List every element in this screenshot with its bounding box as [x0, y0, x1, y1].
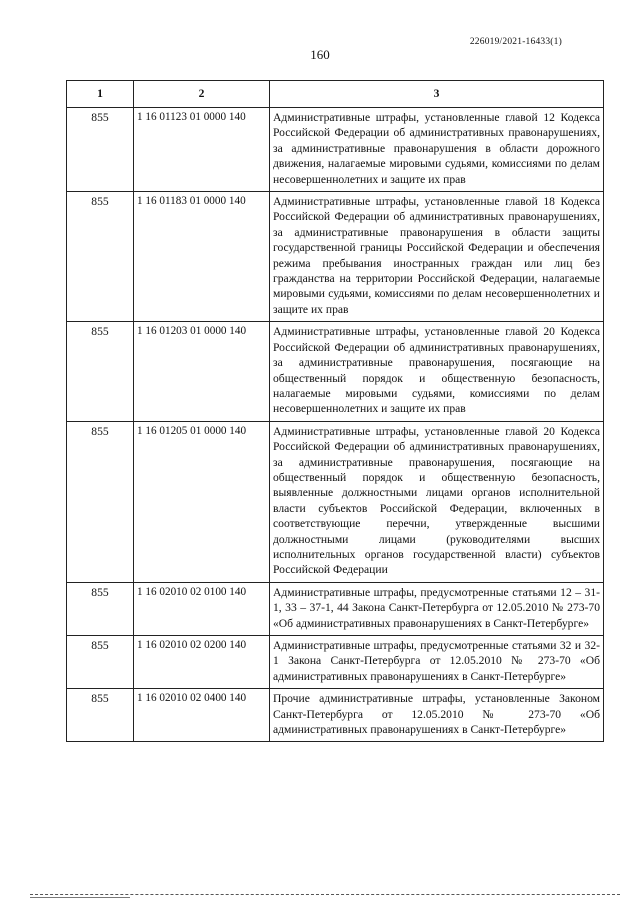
column-header-2: 2: [134, 81, 270, 108]
admin-code-cell: 855: [67, 636, 134, 689]
column-header-1: 1: [67, 81, 134, 108]
table-row: [67, 192, 604, 322]
description-cell: Административные штрафы, установленные главой 20 Кодекса Российской Федерации об административных правонарушениях, за административные правонарушения, посягающие на общественный порядок и общественную безопасность, выявленные должностными лицами органов исполнительной власти субъектов Российской Федерации, включенных в соответствующие перечни, утвержденные высшими должностными лицами (руководителями высших исполнительных органов государственной власти) субъектов Российской Федерации: [270, 421, 604, 582]
table-row: [67, 108, 604, 192]
description-cell: Административные штрафы, предусмотренные статьями 12 – 31-1, 33 – 37-1, 44 Закона Санкт-Петербурга от 12.05.2010 № 273-70 «Об административных правонарушениях в Санкт-Петербурге»: [270, 582, 604, 635]
table-row: [67, 322, 604, 421]
document-id: 226019/2021-16433(1): [469, 37, 562, 47]
kbk-code-cell: 1 16 02010 02 0400 140: [134, 689, 270, 742]
page-number: 160: [310, 47, 330, 62]
admin-code-cell: 855: [67, 689, 134, 742]
table-row: [67, 421, 604, 582]
table-header-row: [67, 81, 604, 108]
admin-code-cell: 855: [67, 192, 134, 322]
admin-code-cell: 855: [67, 421, 134, 582]
description-cell: Административные штрафы, установленные главой 18 Кодекса Российской Федерации об административных правонарушениях, за административные правонарушения в области защиты государственной границы Российской Федерации и обеспечения режима пребывания иностранных граждан или лиц без гражданства на территории Российской Федерации, налагаемые мировыми судьями, комиссиями по делам несовершеннолетних и защите их прав: [270, 192, 604, 322]
kbk-code-cell: 1 16 02010 02 0200 140: [134, 636, 270, 689]
page-footer-mark: [30, 897, 130, 898]
description-cell: Административные штрафы, предусмотренные статьями 32 и 32-1 Закона Санкт-Петербурга от 12.05.2010 № 273-70 «Об административных правонарушениях в Санкт-Петербурге»: [270, 636, 604, 689]
table-row: [67, 636, 604, 689]
column-header-3: 3: [270, 81, 604, 108]
description-cell: Прочие административные штрафы, установленные Законом Санкт-Петербурга от 12.05.2010 № 273-70 «Об административных правонарушениях в Санкт-Петербурге»: [270, 689, 604, 742]
kbk-code-cell: 1 16 01123 01 0000 140: [134, 108, 270, 192]
page-footer-divider: [30, 894, 620, 895]
kbk-code-cell: 1 16 01205 01 0000 140: [134, 421, 270, 582]
table-row: [67, 582, 604, 635]
revenue-codes-table: [66, 80, 604, 742]
admin-code-cell: 855: [67, 582, 134, 635]
description-cell: Административные штрафы, установленные главой 12 Кодекса Российской Федерации об административных правонарушениях, за административные правонарушения в области дорожного движения, налагаемые мировыми судьями, комиссиями по делам несовершеннолетних и защите их прав: [270, 108, 604, 192]
table-row: [67, 689, 604, 742]
kbk-code-cell: 1 16 01183 01 0000 140: [134, 192, 270, 322]
description-cell: Административные штрафы, установленные главой 20 Кодекса Российской Федерации об административных правонарушениях, за административные правонарушения, посягающие на общественный порядок и общественную безопасность, налагаемые мировыми судьями, комиссиями по делам несовершеннолетних и защите их прав: [270, 322, 604, 421]
kbk-code-cell: 1 16 01203 01 0000 140: [134, 322, 270, 421]
admin-code-cell: 855: [67, 322, 134, 421]
kbk-code-cell: 1 16 02010 02 0100 140: [134, 582, 270, 635]
admin-code-cell: 855: [67, 108, 134, 192]
